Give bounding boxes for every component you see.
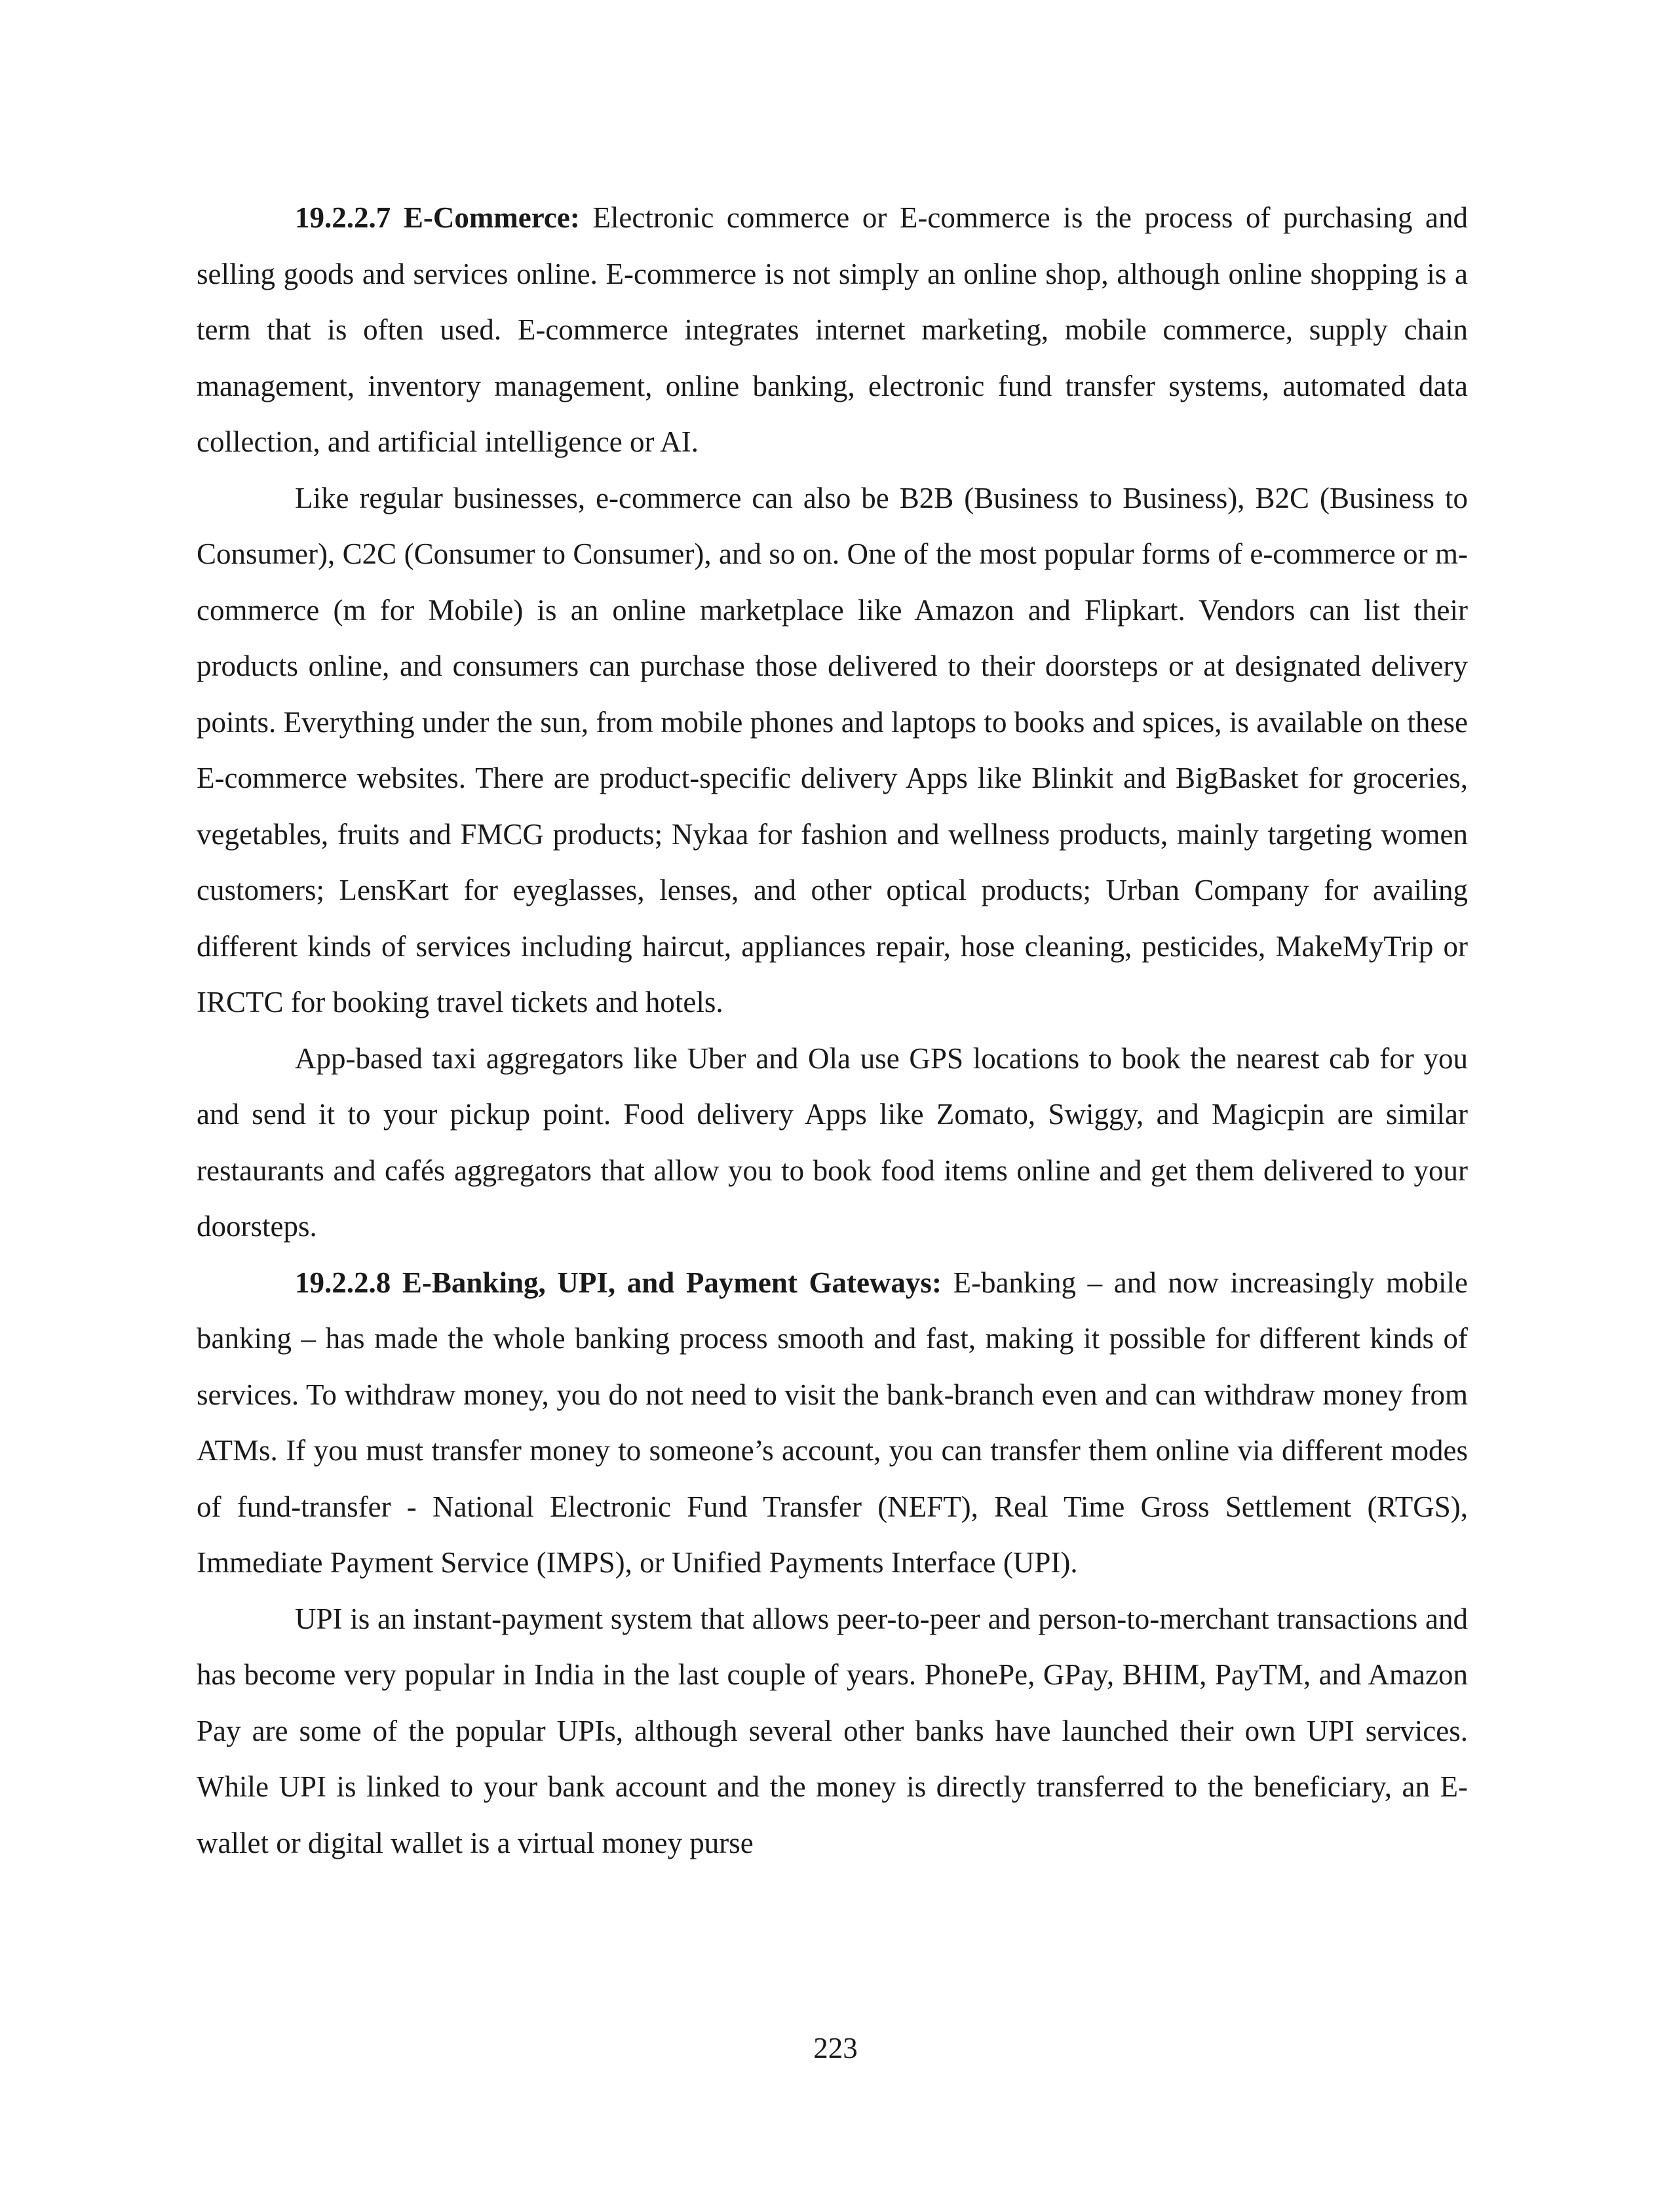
section-heading-ebanking: 19.2.2.8 E-Banking, UPI, and Payment Gateways: — [295, 1266, 942, 1299]
page-body — [197, 190, 1468, 1871]
paragraph-text: UPI is an instant-payment system that allows peer-to-peer and person-to-merchant transactions and has become very popular in India in the last couple of years. PhonePe, GPay, BHIM, PayTM, and Amazon Pay are some of the popular UPIs, although several other banks have launched their own UPI services. While UPI is linked to your bank account and the money is directly transferred to the beneficiary, an E-wallet or digital wallet is a virtual money purse — [197, 1602, 1468, 1859]
paragraph-text: App-based taxi aggregators like Uber and Ola use GPS locations to book the nearest cab for you and send it to your pickup point. Food delivery Apps like Zomato, Swiggy, and Magicpin are similar restaurants and cafés aggregators that allow you to book food items online and get them delivered to your doorsteps. — [197, 1041, 1468, 1243]
paragraph-aggregators — [197, 1031, 1468, 1255]
paragraph-text: Like regular businesses, e-commerce can also be B2B (Business to Business), B2C (Business to Consumer), C2C (Consumer to Consumer), and so on. One of the most popular forms of e-commerce or m-commerce (m for Mobile) is an online marketplace like Amazon and Flipkart. Vendors can list their products online, and consumers can purchase those delivered to their doorsteps or at designated delivery points. Everything under the sun, from mobile phones and laptops to books and spices, is available on these E-commerce websites. There are product-specific delivery Apps like Blinkit and BigBasket for groceries, vegetables, fruits and FMCG products; Nykaa for fashion and wellness products, mainly targeting women customers; LensKart for eyeglasses, lenses, and other optical products; Urban Company for availing different kinds of services including haircut, appliances repair, hose cleaning, pesticides, MakeMyTrip or IRCTC for booking travel tickets and hotels. — [197, 481, 1468, 1019]
paragraph-business-types — [197, 471, 1468, 1031]
section-heading-ecommerce: 19.2.2.7 E-Commerce: — [295, 201, 580, 234]
paragraph-text: Electronic commerce or E-commerce is the process of purchasing and selling goods and services online. E-commerce is not simply an online shop, although online shopping is a term that is often used. E-commerce integrates internet marketing, mobile commerce, supply chain management, inventory management, online banking, electronic fund transfer systems, automated data collection, and artificial intelligence or AI. — [197, 201, 1468, 458]
page-number: 223 — [813, 2032, 858, 2065]
paragraph-ebanking — [197, 1255, 1468, 1591]
paragraph-ecommerce — [197, 190, 1468, 471]
paragraph-text: E-banking – and now increasingly mobile banking – has made the whole banking process smooth and fast, making it possible for different kinds of services. To withdraw money, you do not need to visit the bank-branch even and can withdraw money from ATMs. If you must transfer money to someone’s account, you can transfer them online via different modes of fund-transfer - National Electronic Fund Transfer (NEFT), Real Time Gross Settlement (RTGS), Immediate Payment Service (IMPS), or Unified Payments Interface (UPI). — [197, 1266, 1468, 1579]
paragraph-upi — [197, 1591, 1468, 1872]
